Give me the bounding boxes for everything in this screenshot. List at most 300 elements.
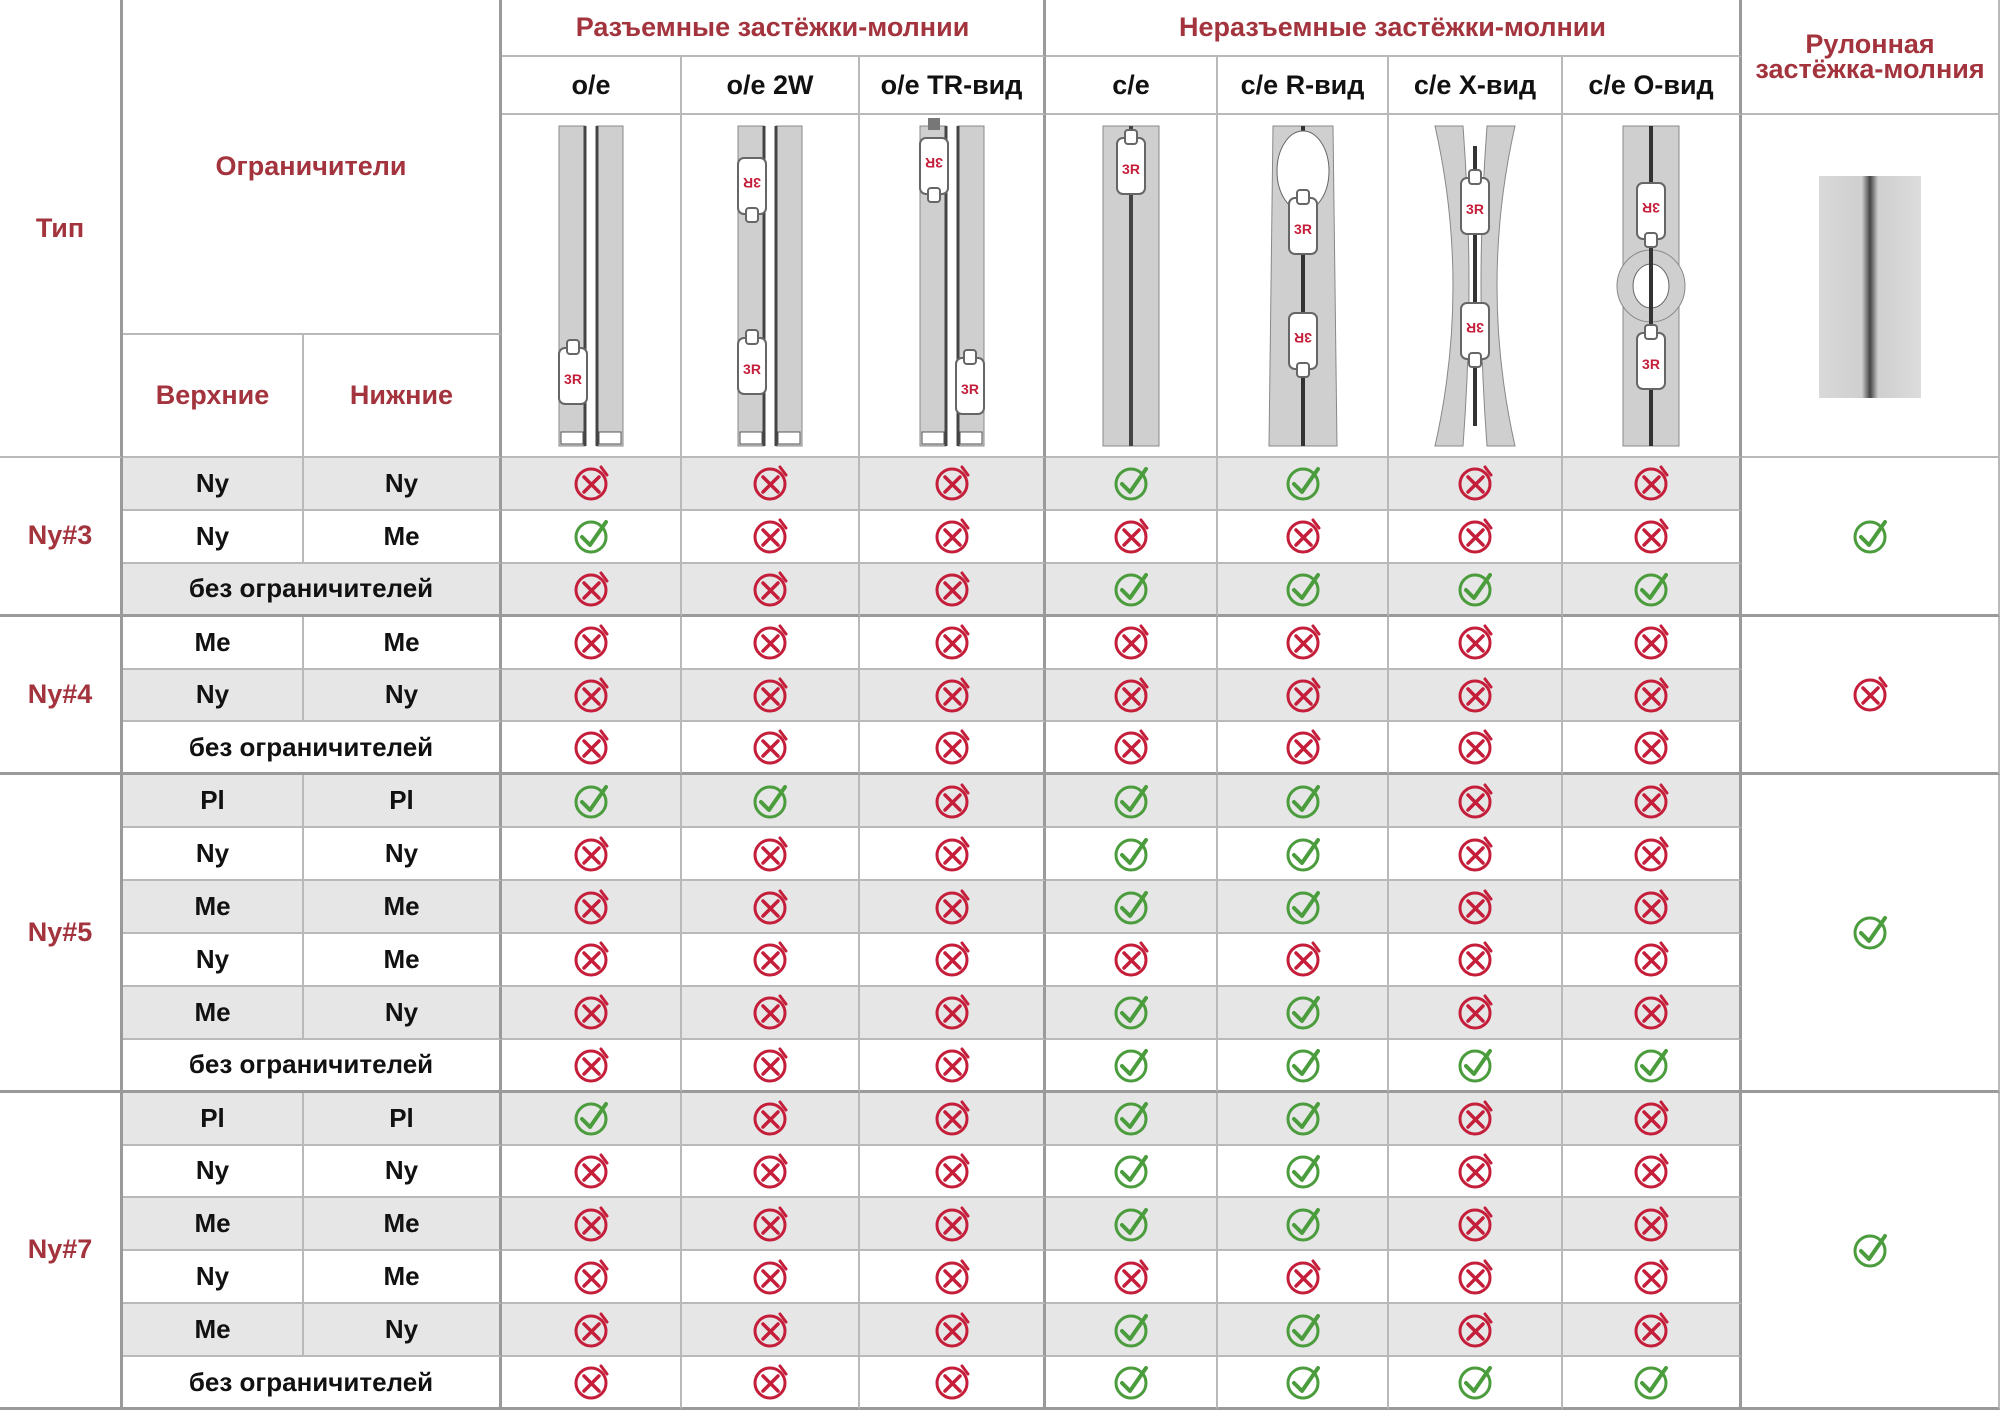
- limiter-lower: Me: [304, 1198, 502, 1251]
- check-icon: [1455, 1362, 1495, 1402]
- compat-mark: [1046, 722, 1218, 775]
- compat-mark: [1046, 987, 1218, 1040]
- compat-mark: [1389, 564, 1563, 617]
- cross-icon: [932, 622, 972, 662]
- compat-mark: [682, 1357, 860, 1410]
- cross-icon: [932, 887, 972, 927]
- compat-mark: [1563, 1040, 1742, 1093]
- cross-icon: [932, 463, 972, 503]
- cross-icon: [1111, 939, 1151, 979]
- compat-mark: [1218, 987, 1389, 1040]
- compat-mark: [502, 775, 682, 828]
- compat-mark: [502, 564, 682, 617]
- svg-text:3R: 3R: [743, 174, 761, 191]
- cross-icon: [1283, 516, 1323, 556]
- limiter-upper: Ny: [123, 1251, 304, 1304]
- compat-mark: [502, 1304, 682, 1357]
- compat-mark: [1389, 458, 1563, 511]
- cross-icon: [750, 1204, 790, 1244]
- zipper-image-6: [1389, 115, 1563, 458]
- compat-mark: [860, 1357, 1046, 1410]
- compat-mark: [502, 987, 682, 1040]
- compat-mark: [1218, 617, 1389, 670]
- check-icon: [1850, 1230, 1890, 1270]
- cross-icon: [1455, 1151, 1495, 1191]
- compat-mark: [1389, 1040, 1563, 1093]
- compat-mark: [860, 881, 1046, 934]
- check-icon: [1111, 992, 1151, 1032]
- limiter-upper: Me: [123, 1198, 304, 1251]
- cross-icon: [571, 939, 611, 979]
- compat-mark: [1563, 987, 1742, 1040]
- check-icon: [1850, 912, 1890, 952]
- cross-icon: [1455, 727, 1495, 767]
- cross-icon: [1455, 1310, 1495, 1350]
- column-header-2: o/e 2W: [682, 57, 860, 115]
- check-icon: [1111, 834, 1151, 874]
- compat-mark: [1389, 1198, 1563, 1251]
- cross-icon: [932, 939, 972, 979]
- compat-mark: [1046, 670, 1218, 723]
- compat-mark: [1218, 1146, 1389, 1199]
- cross-icon: [571, 463, 611, 503]
- check-icon: [571, 781, 611, 821]
- column-header-6: c/e X-вид: [1389, 57, 1563, 115]
- cross-icon: [1631, 781, 1671, 821]
- compat-mark: [682, 1146, 860, 1199]
- cross-icon: [1455, 939, 1495, 979]
- limiter-none: без ограничителей: [123, 1357, 502, 1410]
- group-label: Ny#3: [0, 458, 123, 617]
- compat-mark: [1389, 1357, 1563, 1410]
- compat-mark: [1389, 934, 1563, 987]
- cross-icon: [571, 1151, 611, 1191]
- cross-icon: [1631, 939, 1671, 979]
- column-header-5: c/e R-вид: [1218, 57, 1389, 115]
- compat-mark: [1046, 617, 1218, 670]
- cross-icon: [1455, 834, 1495, 874]
- header-nonseparable-group: Неразъемные застёжки-молнии: [1046, 0, 1742, 57]
- compat-mark: [682, 458, 860, 511]
- compat-mark: [1218, 1304, 1389, 1357]
- group-label: Ny#5: [0, 775, 123, 1092]
- compat-mark: [1046, 881, 1218, 934]
- check-icon: [1111, 887, 1151, 927]
- compat-mark: [860, 1198, 1046, 1251]
- compat-mark: [1563, 564, 1742, 617]
- cross-icon: [571, 1257, 611, 1297]
- compat-mark: [682, 1040, 860, 1093]
- compat-mark: [860, 934, 1046, 987]
- compat-mark: [682, 775, 860, 828]
- cross-icon: [750, 516, 790, 556]
- compat-mark: [1218, 1198, 1389, 1251]
- compat-mark: [682, 934, 860, 987]
- compat-mark: [1218, 1093, 1389, 1146]
- check-icon: [1283, 1098, 1323, 1138]
- compat-mark: [502, 722, 682, 775]
- compat-mark: [1563, 934, 1742, 987]
- header-limiters: Ограничители: [123, 0, 502, 335]
- check-icon: [1283, 463, 1323, 503]
- compat-mark: [502, 934, 682, 987]
- compat-mark: [682, 564, 860, 617]
- compat-mark: [1563, 828, 1742, 881]
- check-icon: [1111, 1098, 1151, 1138]
- column-header-1: o/e: [502, 57, 682, 115]
- limiter-upper: Ny: [123, 934, 304, 987]
- limiter-upper: Me: [123, 987, 304, 1040]
- limiter-none: без ограничителей: [123, 564, 502, 617]
- compat-mark: [1563, 1357, 1742, 1410]
- zipper-cex-icon: [1425, 116, 1525, 456]
- check-icon: [1283, 1310, 1323, 1350]
- check-icon: [1283, 1204, 1323, 1244]
- cross-icon: [1111, 1257, 1151, 1297]
- zipper-image-7: [1563, 115, 1742, 458]
- check-icon: [571, 516, 611, 556]
- limiter-lower: Me: [304, 511, 502, 564]
- cross-icon: [1283, 1257, 1323, 1297]
- limiter-upper: Ny: [123, 458, 304, 511]
- compat-mark: [1389, 987, 1563, 1040]
- zipper-image-2: [682, 115, 860, 458]
- cross-icon: [1455, 887, 1495, 927]
- compat-mark: [860, 775, 1046, 828]
- limiter-upper: Ny: [123, 670, 304, 723]
- compat-mark: [1389, 1146, 1563, 1199]
- cross-icon: [571, 834, 611, 874]
- zipper-image-1: [502, 115, 682, 458]
- check-icon: [1455, 1045, 1495, 1085]
- cross-icon: [1631, 834, 1671, 874]
- compat-mark: [682, 1251, 860, 1304]
- cross-icon: [1455, 516, 1495, 556]
- compat-mark: [682, 828, 860, 881]
- compat-mark: [1218, 511, 1389, 564]
- limiter-upper: Ny: [123, 828, 304, 881]
- cross-icon: [750, 1045, 790, 1085]
- svg-text:3R: 3R: [1642, 355, 1660, 372]
- cross-icon: [1111, 727, 1151, 767]
- roll-mark: [1742, 458, 2000, 617]
- compat-mark: [682, 511, 860, 564]
- cross-icon: [1631, 463, 1671, 503]
- compat-mark: [502, 828, 682, 881]
- cross-icon: [750, 1257, 790, 1297]
- cross-icon: [932, 569, 972, 609]
- cross-icon: [750, 1098, 790, 1138]
- limiter-lower: Ny: [304, 1304, 502, 1357]
- group-label: Ny#4: [0, 617, 123, 776]
- compat-mark: [1218, 564, 1389, 617]
- roll-mark: [1742, 775, 2000, 1092]
- compat-mark: [1563, 511, 1742, 564]
- compat-mark: [1218, 881, 1389, 934]
- cross-icon: [1111, 675, 1151, 715]
- compat-mark: [1389, 1304, 1563, 1357]
- cross-icon: [1631, 887, 1671, 927]
- limiter-upper: Pl: [123, 775, 304, 828]
- cross-icon: [1631, 622, 1671, 662]
- cross-icon: [1631, 727, 1671, 767]
- compat-mark: [1046, 775, 1218, 828]
- compat-mark: [502, 458, 682, 511]
- cross-icon: [1455, 1204, 1495, 1244]
- compat-mark: [1218, 828, 1389, 881]
- check-icon: [1111, 781, 1151, 821]
- zipper-cer-icon: [1253, 116, 1353, 456]
- limiter-lower: Ny: [304, 670, 502, 723]
- compat-mark: [860, 1304, 1046, 1357]
- check-icon: [1631, 569, 1671, 609]
- compat-mark: [1389, 670, 1563, 723]
- limiter-upper: Pl: [123, 1093, 304, 1146]
- compat-mark: [1563, 881, 1742, 934]
- compat-mark: [502, 1251, 682, 1304]
- limiter-lower: Me: [304, 934, 502, 987]
- compat-mark: [502, 1198, 682, 1251]
- cross-icon: [932, 1045, 972, 1085]
- cross-icon: [932, 1362, 972, 1402]
- cross-icon: [1631, 1204, 1671, 1244]
- cross-icon: [1631, 992, 1671, 1032]
- check-icon: [750, 781, 790, 821]
- compat-mark: [860, 564, 1046, 617]
- compat-mark: [1218, 934, 1389, 987]
- cross-icon: [571, 887, 611, 927]
- cross-icon: [571, 1310, 611, 1350]
- compat-mark: [1046, 511, 1218, 564]
- compat-mark: [1389, 775, 1563, 828]
- compat-mark: [1389, 881, 1563, 934]
- cross-icon: [1111, 622, 1151, 662]
- roll-zipper-image: [1742, 115, 2000, 458]
- check-icon: [571, 1098, 611, 1138]
- cross-icon: [571, 727, 611, 767]
- compat-mark: [1046, 1251, 1218, 1304]
- compat-mark: [860, 511, 1046, 564]
- header-lower: Нижние: [304, 335, 502, 458]
- check-icon: [1111, 1151, 1151, 1191]
- cross-icon: [932, 992, 972, 1032]
- cross-icon: [1283, 939, 1323, 979]
- compat-mark: [1563, 1304, 1742, 1357]
- column-header-7: c/e O-вид: [1563, 57, 1742, 115]
- check-icon: [1283, 1045, 1323, 1085]
- compat-mark: [1218, 1357, 1389, 1410]
- compat-mark: [860, 617, 1046, 670]
- compat-mark: [682, 617, 860, 670]
- compat-mark: [1046, 1093, 1218, 1146]
- cross-icon: [932, 834, 972, 874]
- cross-icon: [571, 675, 611, 715]
- compat-mark: [1563, 458, 1742, 511]
- compat-mark: [502, 881, 682, 934]
- compat-mark: [1046, 1357, 1218, 1410]
- cross-icon: [750, 727, 790, 767]
- limiter-lower: Pl: [304, 1093, 502, 1146]
- compat-mark: [1046, 1198, 1218, 1251]
- compat-mark: [682, 670, 860, 723]
- limiter-lower: Ny: [304, 458, 502, 511]
- limiter-upper: Me: [123, 617, 304, 670]
- cross-icon: [750, 834, 790, 874]
- compat-mark: [682, 987, 860, 1040]
- compat-mark: [860, 722, 1046, 775]
- column-header-4: c/e: [1046, 57, 1218, 115]
- limiter-lower: Ny: [304, 1146, 502, 1199]
- compat-mark: [860, 1251, 1046, 1304]
- cross-icon: [571, 622, 611, 662]
- compat-mark: [1389, 617, 1563, 670]
- svg-text:3R: 3R: [1293, 329, 1312, 346]
- cross-icon: [1455, 675, 1495, 715]
- check-icon: [1111, 1045, 1151, 1085]
- check-icon: [1111, 1362, 1151, 1402]
- limiter-lower: Pl: [304, 775, 502, 828]
- compat-mark: [682, 1093, 860, 1146]
- group-label: Ny#7: [0, 1093, 123, 1410]
- cross-icon: [1631, 516, 1671, 556]
- zipper-ceo-icon: [1601, 116, 1701, 456]
- cross-icon: [1455, 1257, 1495, 1297]
- limiter-upper: Ny: [123, 1146, 304, 1199]
- header-separable-group: Разъемные застёжки-молнии: [502, 0, 1046, 57]
- compat-mark: [1046, 458, 1218, 511]
- limiter-lower: Me: [304, 881, 502, 934]
- cross-icon: [750, 1151, 790, 1191]
- limiter-lower: Ny: [304, 828, 502, 881]
- check-icon: [1455, 569, 1495, 609]
- compat-mark: [1046, 1040, 1218, 1093]
- cross-icon: [750, 1310, 790, 1350]
- check-icon: [1283, 992, 1323, 1032]
- limiter-lower: Me: [304, 1251, 502, 1304]
- cross-icon: [1283, 675, 1323, 715]
- cross-icon: [932, 516, 972, 556]
- check-icon: [1283, 1362, 1323, 1402]
- cross-icon: [932, 1257, 972, 1297]
- cross-icon: [571, 569, 611, 609]
- cross-icon: [750, 887, 790, 927]
- compat-mark: [860, 1146, 1046, 1199]
- cross-icon: [932, 1098, 972, 1138]
- compat-mark: [1389, 511, 1563, 564]
- check-icon: [1850, 516, 1890, 556]
- roll-mark: [1742, 617, 2000, 776]
- limiter-lower: Ny: [304, 987, 502, 1040]
- compat-mark: [1389, 828, 1563, 881]
- check-icon: [1111, 1204, 1151, 1244]
- compat-mark: [860, 1040, 1046, 1093]
- cross-icon: [1111, 516, 1151, 556]
- compat-mark: [1563, 1093, 1742, 1146]
- compat-mark: [860, 1093, 1046, 1146]
- compat-mark: [1218, 458, 1389, 511]
- compat-mark: [1389, 1251, 1563, 1304]
- cross-icon: [750, 992, 790, 1032]
- cross-icon: [1631, 1310, 1671, 1350]
- zipper-image-4: [1046, 115, 1218, 458]
- compat-mark: [1218, 1251, 1389, 1304]
- roll-zipper-icon: [1815, 136, 1925, 436]
- cross-icon: [1455, 781, 1495, 821]
- cross-icon: [1283, 727, 1323, 767]
- header-roll-title: Рулонная застёжка-молния: [1742, 0, 2000, 115]
- cross-icon: [571, 1362, 611, 1402]
- compat-mark: [1046, 934, 1218, 987]
- zipper-oe2w-icon: [720, 116, 820, 456]
- compat-mark: [1563, 670, 1742, 723]
- header-type: Тип: [0, 0, 123, 458]
- cross-icon: [571, 1204, 611, 1244]
- compat-mark: [1218, 670, 1389, 723]
- svg-text:3R: 3R: [924, 154, 943, 171]
- compat-mark: [1389, 722, 1563, 775]
- check-icon: [1631, 1045, 1671, 1085]
- compat-mark: [682, 881, 860, 934]
- cross-icon: [932, 781, 972, 821]
- compat-mark: [1046, 564, 1218, 617]
- svg-text:3R: 3R: [1466, 200, 1484, 217]
- compat-mark: [1046, 828, 1218, 881]
- compat-mark: [682, 1198, 860, 1251]
- compat-mark: [1563, 617, 1742, 670]
- compat-mark: [1389, 1093, 1563, 1146]
- cross-icon: [750, 675, 790, 715]
- cross-icon: [750, 622, 790, 662]
- cross-icon: [1455, 463, 1495, 503]
- check-icon: [1283, 569, 1323, 609]
- svg-text:3R: 3R: [743, 360, 761, 377]
- limiter-none: без ограничителей: [123, 1040, 502, 1093]
- svg-text:3R: 3R: [1466, 319, 1484, 336]
- compat-mark: [860, 987, 1046, 1040]
- svg-text:3R: 3R: [564, 370, 582, 387]
- check-icon: [1631, 1362, 1671, 1402]
- zipper-oe-icon: [541, 116, 641, 456]
- limiter-upper: Me: [123, 881, 304, 934]
- cross-icon: [1850, 674, 1890, 714]
- column-header-3: o/e TR-вид: [860, 57, 1046, 115]
- check-icon: [1283, 781, 1323, 821]
- cross-icon: [932, 1204, 972, 1244]
- cross-icon: [1631, 1151, 1671, 1191]
- compat-mark: [1563, 1251, 1742, 1304]
- cross-icon: [932, 1310, 972, 1350]
- compat-mark: [682, 1304, 860, 1357]
- compat-mark: [1218, 1040, 1389, 1093]
- compat-mark: [1563, 722, 1742, 775]
- compat-mark: [1563, 1198, 1742, 1251]
- limiter-upper: Me: [123, 1304, 304, 1357]
- check-icon: [1111, 569, 1151, 609]
- svg-text:3R: 3R: [1122, 160, 1140, 177]
- check-icon: [1111, 463, 1151, 503]
- cross-icon: [1631, 1257, 1671, 1297]
- check-icon: [1283, 834, 1323, 874]
- svg-text:3R: 3R: [960, 380, 979, 397]
- zipper-image-5: [1218, 115, 1389, 458]
- compat-mark: [1563, 1146, 1742, 1199]
- check-icon: [1111, 1310, 1151, 1350]
- compat-mark: [502, 670, 682, 723]
- compat-mark: [1218, 722, 1389, 775]
- cross-icon: [1283, 622, 1323, 662]
- zipper-oetr-icon: [902, 116, 1002, 456]
- limiter-none: без ограничителей: [123, 722, 502, 775]
